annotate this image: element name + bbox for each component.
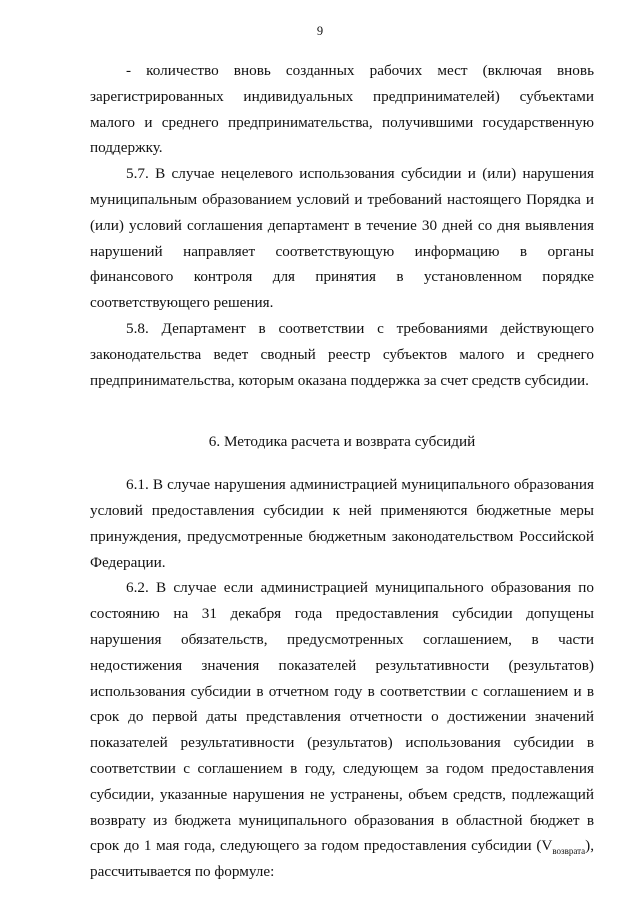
page-number: 9 [316, 24, 324, 38]
section-heading: 6. Методика расчета и возврата субсидий [208, 433, 476, 451]
paragraph-6-1: 6.1. В случае нарушения администрацией муниципального образования условий предоставления субсидии к ней применяются бюджетные меры принуждения, предусмотренные бюджетным законодательством Российской Федерации. [90, 476, 594, 571]
paragraph-6-2 [90, 575, 594, 885]
document-body [90, 58, 594, 885]
paragraph-6-2-tail: ), рассчитывается по формуле: [90, 837, 594, 881]
paragraph-5-8: 5.8. Департамент в соответствии с требованиями действующего законодательства ведет сводный реестр субъектов малого и среднего предпринимательства, которым оказана поддержка за счет средств субсидии. [90, 319, 594, 389]
paragraph-jobs-indicator: - количество вновь созданных рабочих мест (включая вновь зарегистрированных индивидуальных предпринимателей) субъектами малого и среднего предпринимательства, получившими государственную поддержку. [90, 62, 594, 157]
paragraph-5-7: 5.7. В случае нецелевого использования субсидии и (или) нарушения муниципальным образованием условий и требований настоящего Порядка и (или) условий соглашения департамент в течение 30 дней со дня выявления нарушений направляет соответствующую информацию в органы финансового контроля для принятия в установленном порядке соответствующего решения. [90, 165, 594, 312]
paragraph-6-2-text: 6.2. В случае если администрацией муниципального образования по состоянию на 31 декабря года предоставления субсидии допущены нарушения обязательств, предусмотренных соглашением, в части недостижения значения показателей результативности (результатов) использования субсидии в отчетном году в соответствии с соглашением и в срок до первой даты представления отчетности о достижении значений показателей результативности (результатов) использования субсидии в соответствии с соглашением в году, следующем за годом предоставления субсидии, указанные нарушения не устранены, объем средств, подлежащий возврату из бюджета муниципального образования в областной бюджет в срок до 1 мая года, следующего за годом предоставления субсидии (V [90, 579, 594, 855]
formula-subscript: возврата [552, 846, 586, 857]
